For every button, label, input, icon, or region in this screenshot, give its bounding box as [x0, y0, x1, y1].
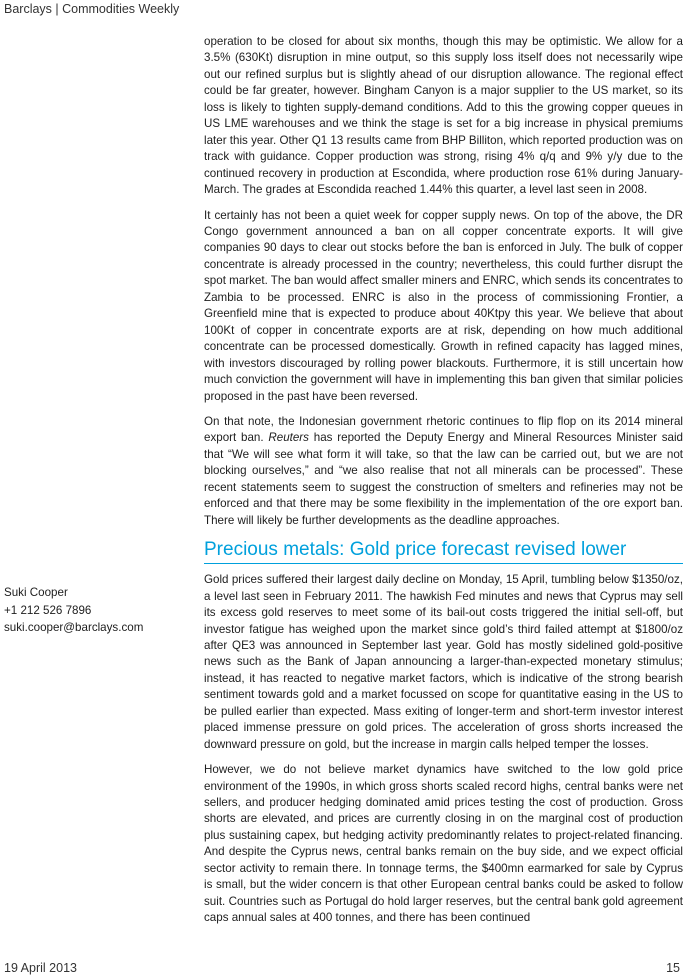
analyst-phone: +1 212 526 7896 — [4, 603, 92, 617]
footer-date: 19 April 2013 — [4, 961, 77, 975]
paragraph-text-start: On that note, the Indonesian government rhetoric continues to flip flop on its 2014 mineral export ban. — [204, 414, 683, 445]
paragraph-indonesia-export-ban — [204, 414, 683, 529]
analyst-contact — [4, 584, 143, 637]
paragraph-market-dynamics: However, we do not believe market dynamics have switched to the low gold price environment of the 1990s, in which gross shorts scaled record highs, central banks were net sellers, and producer hedging dominated amid prices testing the cost of production. Gross shorts are elevated, and prices are currently closing in on the marginal cost of production plus sustaining capex, but hedging activity predominantly relates to project-related financing. And despite the Cyprus news, central banks remain on the buy side, and we expect official sector activity to remain there. In tonnage terms, the $400mn earmarked for sale by Cyprus is small, but the wider concern is that other European central banks could be asked to follow suit. Countries such as Portugal do hold larger reserves, but the central bank gold agreement caps annual sales at 400 tonnes, and there has been continued — [204, 763, 683, 925]
article-body — [204, 34, 683, 936]
paragraph-gold-price-decline: Gold prices suffered their largest daily decline on Monday, 15 April, tumbling below $1350/oz, a level last seen in February 2011. The hawkish Fed minutes and news that Cyprus may sell its excess gold reserves to meet some of its bail-out costs triggered the initial sell-off, but investor fatigue has weighed upon the market since gold’s third failed attempt at $1800/oz after QE3 was announced in September last year. Gold has mostly sidelined gold-positive news such as the Bank of Japan announcing a larger-than-expected monetary stimulus; instead, it has reacted to negative market factors, which is indicative of the strong bearish sentiment towards gold and a market focussed on scope for quantitative easing in the US to be pulled earlier than expected. Mass exiting of longer-term and short-term investor interest placed immense pressure on gold prices. The acceleration of gross shorts increased the downward pressure on gold, but the increase in margin calls helped temper the losses. — [204, 573, 683, 751]
section-title-precious-metals: Precious metals: Gold price forecast revised lower — [204, 538, 683, 564]
paragraph-copper-mine-disruption: operation to be closed for about six months, though this may be optimistic. We allow for a 3.5% (630Kt) disruption in mine output, so this supply loss itself does not necessarily wipe out our refined surplus but is slightly ahead of our disruption allowance. The regional effect could be far greater, however. Bingham Canyon is a major supplier to the US market, so its loss is likely to tighten supply-demand conditions. Add to this the growing copper queues in US LME warehouses and we think the stage is set for a big increase in physical premiums later this year. Other Q1 13 results came from BHP Billiton, which reported production was on track with guidance. Copper production was strong, rising 4% q/q and 9% y/y due to the continued recovery in production at Escondida, where production rose 61% during January-March. The grades at Escondida reached 1.44% this quarter, a level last seen in 2008. — [204, 35, 683, 197]
page-number: 15 — [666, 961, 680, 975]
reuters-source: Reuters — [268, 431, 309, 445]
paragraph-dr-congo-ban: It certainly has not been a quiet week for copper supply news. On top of the above, the DR Congo government announced a ban on all copper concentrate exports. It will give companies 90 days to clear out stocks before the ban is enforced in July. The bulk of copper concentrate is already processed in the country; nevertheless, this could further disrupt the spot market. The ban would affect smaller miners and ENRC, which sends its concentrates to Zambia to be processed. ENRC is also in the process of commissioning Frontier, a Greenfield mine that is expected to produce about 40Ktpy this year. We believe that about 100Kt of copper in concentrate exports are at risk, depending on how much additional concentrate can be processed domestically. Growth in refined capacity has lagged mines, with investors discouraged by rolling power blackouts. Furthermore, it is still uncertain how much conviction the government will have in implementing this ban given that similar policies proposed in the past have been reversed. — [204, 208, 684, 403]
analyst-name: Suki Cooper — [4, 586, 68, 599]
paragraph-text-end: has reported the Deputy Energy and Mineral Resources Minister said that “We will see what form it will take, so that the law can be carried out, but we are not blocking ourselves,” and “we also realise that not all minerals can be processed”. These recent statements seem to suggest the construction of smelters and refineries may not be enforced and that there may be some flexibility in the implementation of the ore export ban. There will likely be further developments as the deadline approaches. — [204, 431, 683, 527]
analyst-email[interactable]: suki.cooper@barclays.com — [4, 621, 144, 634]
report-header: Barclays | Commodities Weekly — [4, 2, 180, 16]
